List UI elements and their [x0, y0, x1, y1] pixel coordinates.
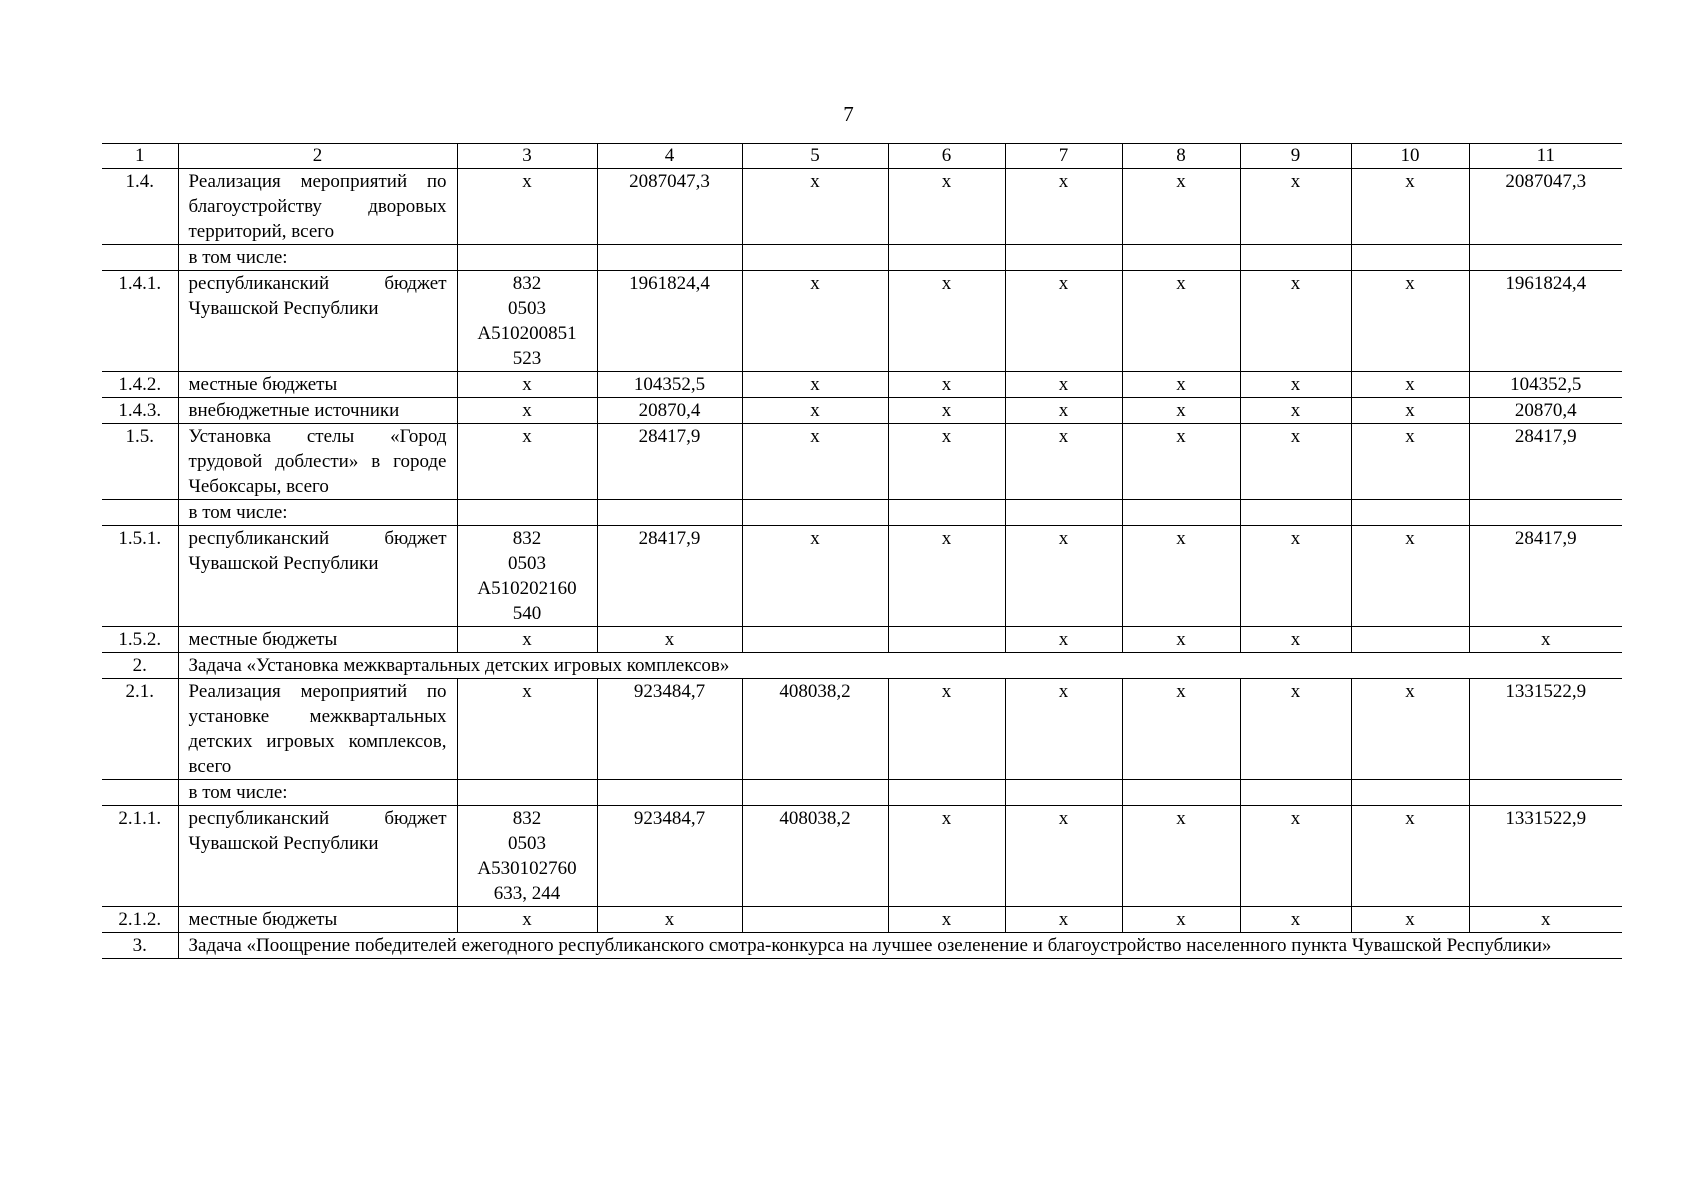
value-cell: [742, 245, 888, 271]
row-number: 3.: [102, 933, 178, 959]
value-cell: 1331522,9: [1469, 679, 1622, 780]
value-cell: 1961824,4: [1469, 271, 1622, 372]
table-row: [102, 271, 1622, 372]
budget-code-cell: 832 0503 А530102760 633, 244: [457, 806, 597, 907]
value-cell: x: [1005, 907, 1122, 933]
value-cell: [742, 500, 888, 526]
table-row: [102, 526, 1622, 627]
value-cell: x: [1240, 526, 1351, 627]
table-body: [102, 144, 1622, 959]
value-cell: x: [1122, 424, 1240, 500]
row-name: республиканский бюджет Чувашской Республики: [178, 806, 457, 907]
budget-code-cell: 832 0503 А510202160 540: [457, 526, 597, 627]
value-cell: [1351, 245, 1469, 271]
value-cell: 28417,9: [597, 526, 742, 627]
value-cell: x: [1122, 271, 1240, 372]
value-cell: x: [888, 372, 1005, 398]
value-cell: [1005, 245, 1122, 271]
row-name: Установка стелы «Город трудовой доблести» в городе Чебоксары, всего: [178, 424, 457, 500]
value-cell: x: [1351, 372, 1469, 398]
value-cell: x: [742, 398, 888, 424]
value-cell: x: [1351, 526, 1469, 627]
value-cell: 28417,9: [1469, 526, 1622, 627]
table-row: [102, 806, 1622, 907]
row-number: 1.5.2.: [102, 627, 178, 653]
value-cell: x: [1240, 806, 1351, 907]
budget-code-cell: x: [457, 424, 597, 500]
column-header: 2: [178, 144, 457, 169]
value-cell: [597, 245, 742, 271]
value-cell: x: [888, 169, 1005, 245]
value-cell: x: [888, 398, 1005, 424]
budget-code-cell: 832 0503 А510200851 523: [457, 271, 597, 372]
value-cell: x: [1240, 907, 1351, 933]
value-cell: x: [888, 424, 1005, 500]
value-cell: [1469, 245, 1622, 271]
value-cell: x: [1351, 907, 1469, 933]
table-row: [102, 780, 1622, 806]
value-cell: x: [1005, 271, 1122, 372]
column-header: 8: [1122, 144, 1240, 169]
column-header: 6: [888, 144, 1005, 169]
value-cell: x: [1122, 627, 1240, 653]
value-cell: [1240, 780, 1351, 806]
value-cell: 104352,5: [1469, 372, 1622, 398]
budget-code-cell: x: [457, 372, 597, 398]
value-cell: 20870,4: [597, 398, 742, 424]
value-cell: 1961824,4: [597, 271, 742, 372]
value-cell: 1331522,9: [1469, 806, 1622, 907]
table-row: [102, 679, 1622, 780]
value-cell: x: [1005, 169, 1122, 245]
value-cell: x: [1351, 271, 1469, 372]
value-cell: x: [1240, 169, 1351, 245]
value-cell: x: [1122, 372, 1240, 398]
value-cell: [597, 500, 742, 526]
table-row: [102, 245, 1622, 271]
value-cell: x: [742, 169, 888, 245]
column-header: 9: [1240, 144, 1351, 169]
value-cell: x: [1351, 424, 1469, 500]
row-number: 1.4.: [102, 169, 178, 245]
table-row: [102, 169, 1622, 245]
value-cell: x: [742, 424, 888, 500]
budget-code-cell: x: [457, 398, 597, 424]
column-header: 4: [597, 144, 742, 169]
value-cell: x: [1122, 907, 1240, 933]
row-number: [102, 780, 178, 806]
value-cell: [1240, 500, 1351, 526]
task-title: Задача «Поощрение победителей ежегодного республиканского смотра-конкурса на лучшее озеленение и благоустройство населенного пункта Чувашской Республики»: [178, 933, 1622, 959]
row-name: местные бюджеты: [178, 372, 457, 398]
table-row: [102, 372, 1622, 398]
value-cell: [742, 780, 888, 806]
value-cell: x: [597, 627, 742, 653]
table-row: [102, 424, 1622, 500]
value-cell: 923484,7: [597, 806, 742, 907]
value-cell: [888, 245, 1005, 271]
task-title: Задача «Установка межквартальных детских игровых комплексов»: [178, 653, 1622, 679]
value-cell: 104352,5: [597, 372, 742, 398]
value-cell: [1122, 780, 1240, 806]
value-cell: x: [1005, 679, 1122, 780]
value-cell: [888, 780, 1005, 806]
value-cell: x: [1005, 627, 1122, 653]
value-cell: 408038,2: [742, 806, 888, 907]
value-cell: x: [1351, 169, 1469, 245]
value-cell: x: [742, 526, 888, 627]
value-cell: x: [1122, 806, 1240, 907]
row-name: республиканский бюджет Чувашской Республики: [178, 526, 457, 627]
value-cell: [888, 627, 1005, 653]
row-name: в том числе:: [178, 780, 457, 806]
value-cell: [1351, 627, 1469, 653]
value-cell: x: [742, 372, 888, 398]
value-cell: x: [1122, 679, 1240, 780]
value-cell: x: [1005, 398, 1122, 424]
value-cell: [1240, 245, 1351, 271]
row-number: 1.5.1.: [102, 526, 178, 627]
table-row: [102, 907, 1622, 933]
value-cell: [597, 780, 742, 806]
row-name: в том числе:: [178, 245, 457, 271]
value-cell: [1122, 245, 1240, 271]
row-name: Реализация мероприятий по благоустройству дворовых территорий, всего: [178, 169, 457, 245]
value-cell: x: [1122, 398, 1240, 424]
value-cell: x: [1005, 526, 1122, 627]
value-cell: x: [888, 271, 1005, 372]
value-cell: x: [1005, 806, 1122, 907]
value-cell: [888, 500, 1005, 526]
row-name: республиканский бюджет Чувашской Республики: [178, 271, 457, 372]
budget-code-cell: [457, 500, 597, 526]
row-number: 1.4.1.: [102, 271, 178, 372]
value-cell: 20870,4: [1469, 398, 1622, 424]
value-cell: 408038,2: [742, 679, 888, 780]
column-header: 10: [1351, 144, 1469, 169]
budget-table: [102, 143, 1622, 959]
value-cell: x: [1240, 398, 1351, 424]
row-name: в том числе:: [178, 500, 457, 526]
value-cell: 923484,7: [597, 679, 742, 780]
value-cell: x: [888, 907, 1005, 933]
value-cell: x: [597, 907, 742, 933]
table-row: [102, 500, 1622, 526]
value-cell: x: [1240, 271, 1351, 372]
value-cell: [1122, 500, 1240, 526]
value-cell: [1351, 500, 1469, 526]
row-number: [102, 500, 178, 526]
column-header: 5: [742, 144, 888, 169]
row-name: внебюджетные источники: [178, 398, 457, 424]
value-cell: x: [1469, 907, 1622, 933]
value-cell: x: [1351, 806, 1469, 907]
value-cell: [1469, 780, 1622, 806]
value-cell: [1005, 500, 1122, 526]
row-number: 1.5.: [102, 424, 178, 500]
table-row: [102, 653, 1622, 679]
column-header: 3: [457, 144, 597, 169]
value-cell: [1469, 500, 1622, 526]
table-row: [102, 627, 1622, 653]
value-cell: x: [1240, 627, 1351, 653]
value-cell: 28417,9: [597, 424, 742, 500]
header-row: [102, 144, 1622, 169]
budget-code-cell: x: [457, 169, 597, 245]
budget-code-cell: [457, 780, 597, 806]
budget-code-cell: x: [457, 907, 597, 933]
value-cell: [742, 627, 888, 653]
page-number: 7: [843, 102, 854, 126]
budget-code-cell: x: [457, 627, 597, 653]
row-number: 1.4.2.: [102, 372, 178, 398]
row-name: местные бюджеты: [178, 627, 457, 653]
value-cell: 28417,9: [1469, 424, 1622, 500]
value-cell: x: [1351, 679, 1469, 780]
row-number: 2.1.: [102, 679, 178, 780]
value-cell: x: [1240, 372, 1351, 398]
value-cell: x: [1469, 627, 1622, 653]
column-header: 1: [102, 144, 178, 169]
row-number: 2.1.2.: [102, 907, 178, 933]
table-row: [102, 398, 1622, 424]
budget-code-cell: [457, 245, 597, 271]
value-cell: [742, 907, 888, 933]
row-number: 1.4.3.: [102, 398, 178, 424]
row-number: 2.1.1.: [102, 806, 178, 907]
column-header: 7: [1005, 144, 1122, 169]
value-cell: x: [1351, 398, 1469, 424]
value-cell: x: [888, 806, 1005, 907]
table-row: [102, 933, 1622, 959]
row-name: Реализация мероприятий по установке межквартальных детских игровых комплексов, всего: [178, 679, 457, 780]
value-cell: x: [1122, 526, 1240, 627]
value-cell: x: [888, 526, 1005, 627]
value-cell: x: [1005, 424, 1122, 500]
value-cell: 2087047,3: [1469, 169, 1622, 245]
row-number: [102, 245, 178, 271]
value-cell: x: [742, 271, 888, 372]
value-cell: x: [1240, 424, 1351, 500]
value-cell: x: [1122, 169, 1240, 245]
value-cell: 2087047,3: [597, 169, 742, 245]
value-cell: x: [888, 679, 1005, 780]
value-cell: [1005, 780, 1122, 806]
value-cell: x: [1240, 679, 1351, 780]
row-name: местные бюджеты: [178, 907, 457, 933]
value-cell: [1351, 780, 1469, 806]
value-cell: x: [1005, 372, 1122, 398]
budget-code-cell: x: [457, 679, 597, 780]
column-header: 11: [1469, 144, 1622, 169]
row-number: 2.: [102, 653, 178, 679]
